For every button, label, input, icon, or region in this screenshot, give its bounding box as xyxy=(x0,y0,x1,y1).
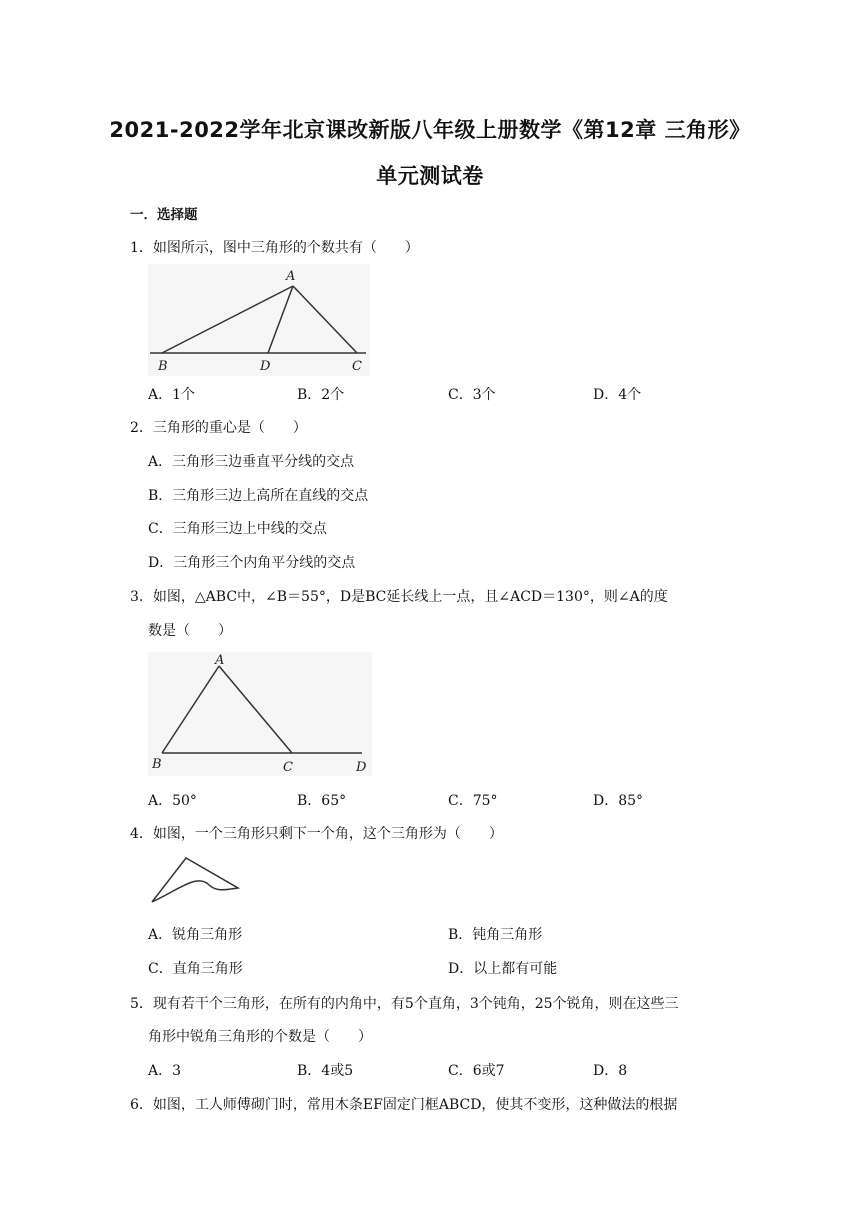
q4-option-a: A．锐角三角形 xyxy=(148,927,243,943)
q3-option-c: C．75° xyxy=(448,793,498,809)
q3-stem-line1: 3．如图，△ABC中，∠B＝55°，D是BC延长线上一点，且∠ACD＝130°，则∠A的度 xyxy=(130,589,668,605)
exam-title-line2: 单元测试卷 xyxy=(376,164,484,188)
q5-stem-line2: 角形中锐角三角形的个数是（ ） xyxy=(148,1029,372,1045)
q3-label-b: B xyxy=(152,757,162,772)
q1-figure-bg xyxy=(148,264,370,376)
q3-label-d: D xyxy=(356,760,367,775)
q2-stem: 2．三角形的重心是（ ） xyxy=(130,420,307,436)
q1-option-a: A．1个 xyxy=(148,387,196,403)
q6-stem-line1: 6．如图，工人师傅砌门时，常用木条EF固定门框ABCD，使其不变形，这种做法的根据 xyxy=(130,1097,678,1113)
q1-label-a: A xyxy=(286,269,296,284)
q1-option-c: C．3个 xyxy=(448,387,496,403)
q4-option-c: C．直角三角形 xyxy=(148,961,243,977)
q5-option-a: A．3 xyxy=(148,1063,182,1079)
section-heading: 一．选择题 xyxy=(130,207,198,223)
q2-option-a: A．三角形三边垂直平分线的交点 xyxy=(148,454,355,470)
q5-option-c: C．6或7 xyxy=(448,1063,505,1079)
q5-option-d: D．8 xyxy=(593,1063,628,1079)
q1-stem: 1．如图所示，图中三角形的个数共有（ ） xyxy=(130,240,419,256)
q3-option-a: A．50° xyxy=(148,793,197,809)
q4-torn-triangle-shape xyxy=(152,858,238,902)
q3-option-d: D．85° xyxy=(593,793,644,809)
q3-label-c: C xyxy=(283,760,293,775)
q1-label-d: D xyxy=(260,359,271,374)
q3-figure xyxy=(148,652,372,776)
q1-label-c: C xyxy=(352,359,362,374)
q1-option-b: B．2个 xyxy=(297,387,345,403)
q3-stem-line2: 数是（ ） xyxy=(148,623,232,639)
q4-figure xyxy=(148,850,244,910)
q5-option-b: B．4或5 xyxy=(297,1063,354,1079)
q3-label-a: A xyxy=(215,653,225,668)
q4-option-b: B．钝角三角形 xyxy=(448,927,543,943)
q2-option-c: C．三角形三边上中线的交点 xyxy=(148,521,327,537)
q3-option-b: B．65° xyxy=(297,793,347,809)
q2-option-b: B．三角形三边上高所在直线的交点 xyxy=(148,488,369,504)
exam-title-line1: 2021-2022学年北京课改新版八年级上册数学《第12章 三角形》 xyxy=(109,118,751,142)
q5-stem-line1: 5．现有若干个三角形，在所有的内角中，有5个直角，3个钝角，25个锐角，则在这些三 xyxy=(130,996,679,1012)
q1-option-d: D．4个 xyxy=(593,387,642,403)
q1-figure xyxy=(148,264,370,376)
q4-stem: 4．如图，一个三角形只剩下一个角，这个三角形为（ ） xyxy=(130,826,503,842)
q1-label-b: B xyxy=(158,359,168,374)
q4-option-d: D．以上都有可能 xyxy=(448,961,558,977)
q2-option-d: D．三角形三个内角平分线的交点 xyxy=(148,555,356,571)
